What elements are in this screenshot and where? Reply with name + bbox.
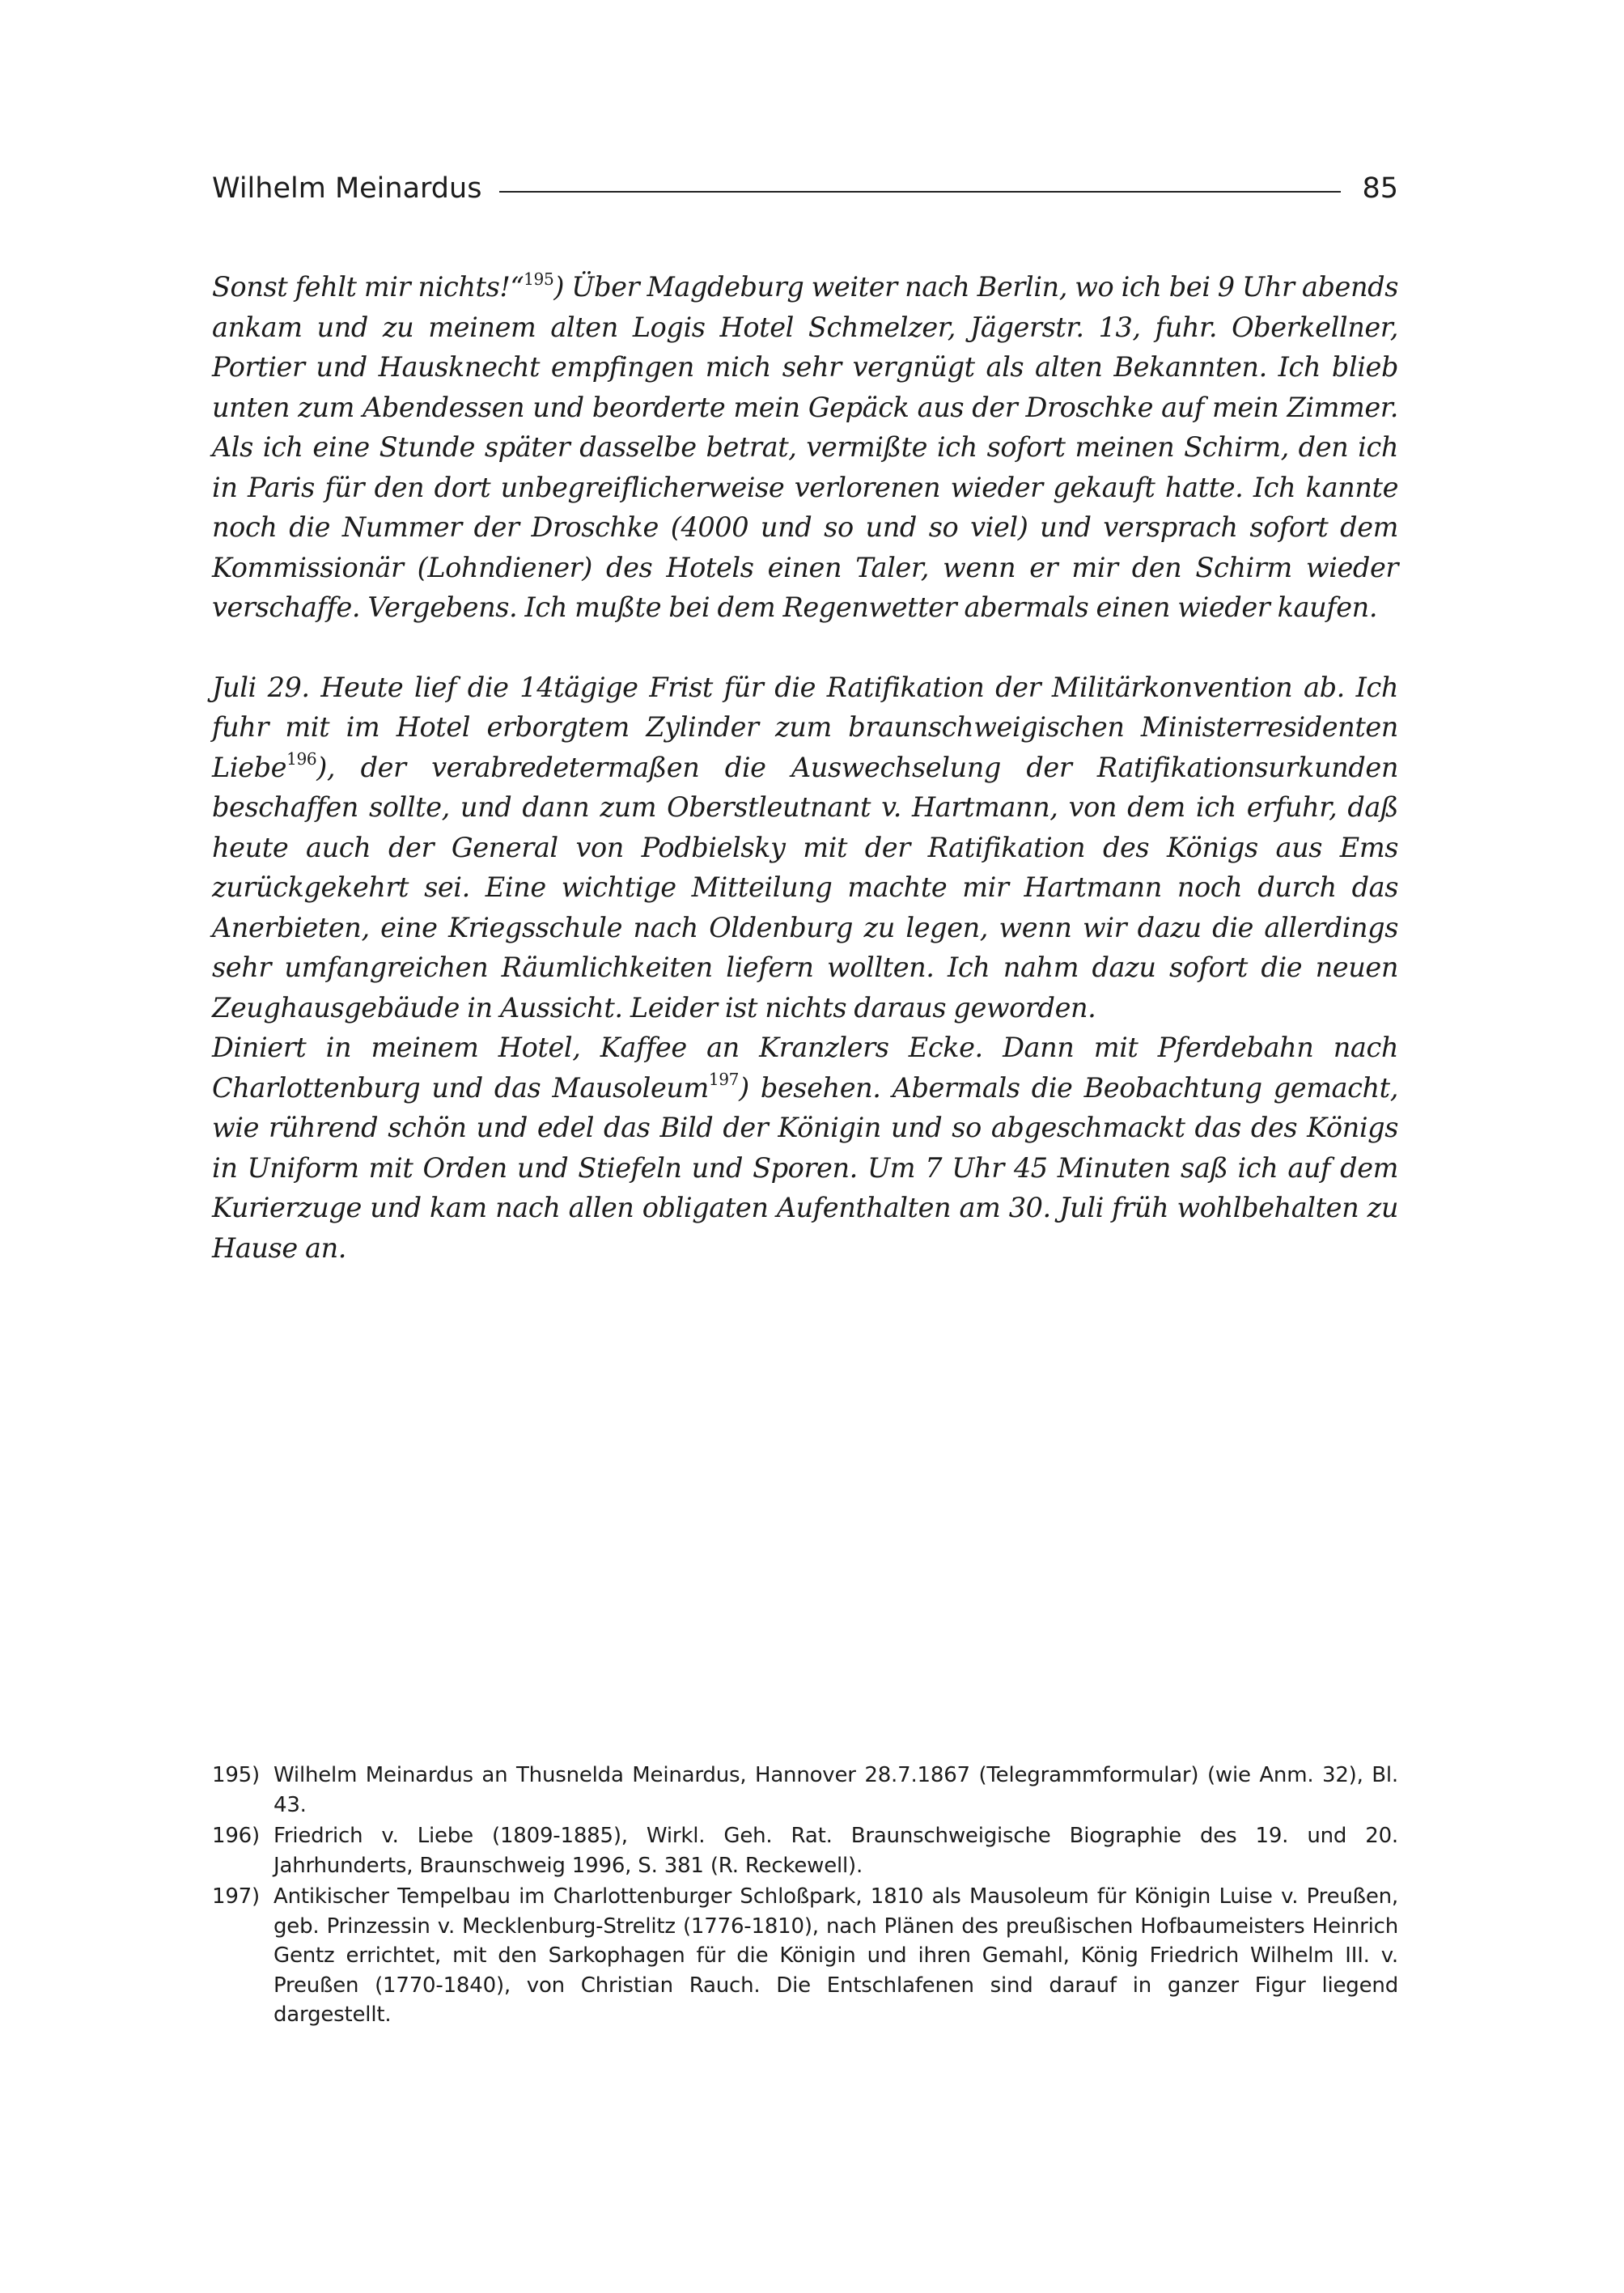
paragraph-3	[212, 1028, 1398, 1268]
page-number: 85	[1362, 172, 1398, 205]
main-text	[212, 267, 1398, 1268]
footnote-text: Wilhelm Meinardus an Thusnelda Meinardus, Hannover 28.7.1867 (Telegrammformular) (wie Anm. 32), Bl. 43.	[273, 1763, 1398, 1817]
footnote-number: 196)	[212, 1824, 260, 1848]
footnote-196	[212, 1821, 1398, 1880]
paragraph-2-text: Juli 29. Heute lief die 14tägige Frist für die Ratifikation der Militärkonvention ab. Ich fuhr mit im Hotel erborgtem Zylinder zum braunschweigischen Ministerresidenten Liebe	[212, 671, 1398, 783]
paragraph-1-text-cont: ) Über Magdeburg weiter nach Berlin, wo ich bei 9 Uhr abends ankam und zu meinem alten Logis Hotel Schmelzer, Jägerstr. 13, fuhr. Oberkellner, Portier und Hausknecht empfingen mich sehr vergnügt als alten Bekannten. Ich blieb unten zum Abendessen und beorderte mein Gepäck aus der Droschke auf mein Zimmer. Als ich eine Stunde später dasselbe betrat, vermißte ich sofort meinen Schirm, den ich in Paris für den dort unbegreiflicherweise verlorenen wieder gekauft hatte. Ich kannte noch die Nummer der Droschke (4000 und so und so viel) und versprach sofort dem Kommissionär (Lohndiener) des Hotels einen Taler, wenn er mir den Schirm wieder verschaffe. Vergebens. Ich mußte bei dem Regenwetter abermals einen wieder kaufen.	[212, 271, 1398, 623]
footnote-number: 197)	[212, 1884, 260, 1909]
paragraph-3-text: Diniert in meinem Hotel, Kaffee an Kranzlers Ecke. Dann mit Pferdebahn nach Charlottenburg und das Mausoleum	[212, 1032, 1398, 1104]
footnote-text: Antikischer Tempelbau im Charlottenburger Schloßpark, 1810 als Mausoleum für Königin Luise v. Preußen, geb. Prinzessin v. Mecklenburg-Strelitz (1776-1810), nach Plänen des preußischen Hofbaumeisters Heinrich Gentz errichtet, mit den Sarkophagen für die Königin und ihren Gemahl, König Friedrich Wilhelm III. v. Preußen (1770-1840), von Christian Rauch. Die Entschlafenen sind darauf in ganzer Figur liegend dargestellt.	[273, 1884, 1398, 2027]
footnote-number: 195)	[212, 1763, 260, 1787]
footnote-ref-197: 197	[708, 1070, 740, 1090]
paragraph-3-text-cont: ) besehen. Abermals die Beobachtung gemacht, wie rührend schön und edel das Bild der Königin und so abgeschmackt das des Königs in Uniform mit Orden und Stiefeln und Sporen. Um 7 Uhr 45 Minuten saß ich auf dem Kurierzuge und kam nach allen obligaten Aufenthalten am 30. Juli früh wohlbehalten zu Hause an.	[212, 1071, 1398, 1264]
header-rule	[499, 191, 1341, 193]
footnote-197	[212, 1882, 1398, 2030]
footnote-ref-195: 195	[524, 269, 554, 289]
running-header	[212, 166, 1398, 211]
running-header-author: Wilhelm Meinardus	[212, 172, 482, 205]
paragraph-2-text-cont: ), der verabredetermaßen die Auswechselung der Ratifikationsurkunden beschaffen sollte, und dann zum Oberstleutnant v. Hartmann, von dem ich erfuhr, daß heute auch der General von Podbielsky mit der Ratifikation des Königs aus Ems zurückgekehrt sei. Eine wichtige Mitteilung machte mir Hartmann noch durch das Anerbieten, eine Kriegsschule nach Oldenburg zu legen, wenn wir dazu die allerdings sehr umfangreichen Räumlichkeiten liefern wollten. Ich nahm dazu sofort die neuen Zeughausgebäude in Aussicht. Leider ist nichts daraus geworden.	[212, 751, 1398, 1024]
footnote-text: Friedrich v. Liebe (1809-1885), Wirkl. Geh. Rat. Braunschweigische Biographie des 19. und 20. Jahrhunderts, Braunschweig 1996, S. 381 (R. Reckewell).	[273, 1824, 1398, 1878]
footnote-ref-196: 196	[286, 749, 317, 769]
paragraph-1-text: Sonst fehlt mir nichts!“	[212, 271, 524, 303]
paragraph-1	[212, 267, 1398, 628]
footnotes	[212, 1761, 1398, 2032]
footnote-195	[212, 1761, 1398, 1820]
paragraph-2	[212, 668, 1398, 1028]
